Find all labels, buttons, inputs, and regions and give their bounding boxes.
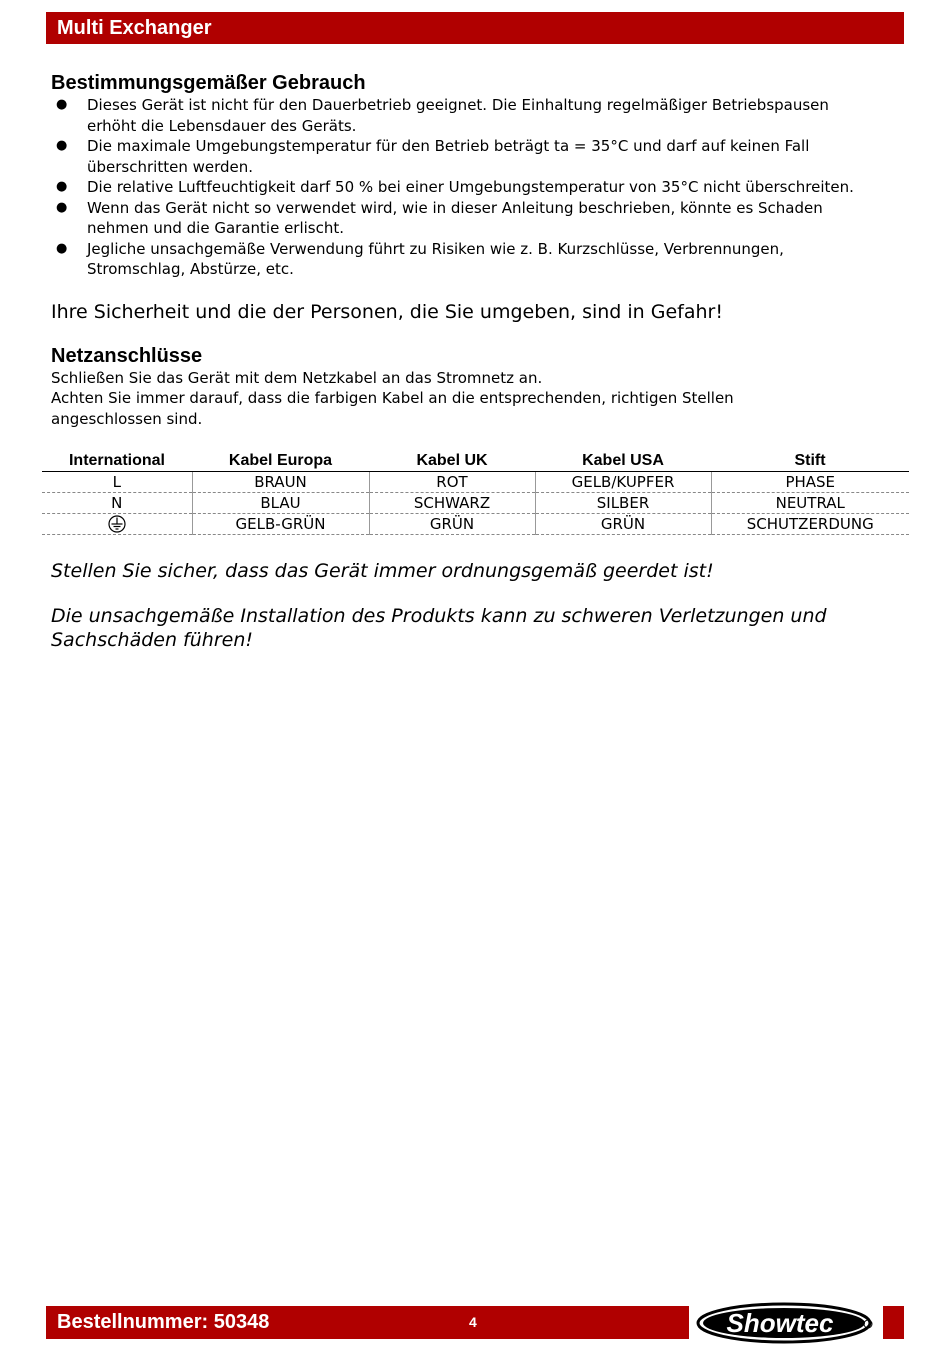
installation-warning-line: Die unsachgemäße Installation des Produkts kann zu schweren Verletzungen und bbox=[51, 605, 827, 627]
column-header: Kabel Europa bbox=[192, 451, 369, 472]
section-heading-intended-use: Bestimmungsgemäßer Gebrauch bbox=[51, 72, 366, 94]
list-item-text: erhöht die Lebensdauer des Geräts. bbox=[87, 116, 357, 135]
list-item bbox=[51, 239, 911, 280]
list-item-text: Stromschlag, Abstürze, etc. bbox=[87, 260, 294, 278]
list-item-text: Die maximale Umgebungstemperatur für den Betrieb beträgt ta = 35°C und darf auf keinen Fall bbox=[87, 137, 810, 155]
bullet-icon: ● bbox=[56, 240, 68, 256]
section-heading-power-connections: Netzanschlüsse bbox=[51, 344, 203, 367]
list-item-text: nehmen und die Garantie erlischt. bbox=[87, 219, 345, 237]
list-item-text: Dieses Gerät ist nicht für den Dauerbetrieb geeignet. Die Einhaltung regelmäßiger Betriebspausen bbox=[87, 96, 829, 114]
installation-warning-line: Sachschäden führen! bbox=[51, 629, 253, 651]
bullet-icon: ● bbox=[56, 199, 68, 215]
column-header: International bbox=[42, 451, 192, 472]
list-item-text: überschritten werden. bbox=[87, 157, 254, 176]
list-item bbox=[51, 95, 911, 136]
bullet-icon: ● bbox=[56, 179, 68, 194]
table-cell: L bbox=[42, 472, 192, 493]
table-cell: SCHWARZ bbox=[369, 493, 535, 514]
column-header: Kabel UK bbox=[369, 451, 535, 472]
table-cell: SILBER bbox=[535, 493, 711, 514]
table-cell: GRÜN bbox=[369, 514, 535, 535]
logo-text: Showtec bbox=[726, 1308, 834, 1338]
installation-warning bbox=[51, 604, 911, 652]
main-content bbox=[51, 71, 911, 429]
column-header: Stift bbox=[711, 451, 909, 472]
table-row bbox=[42, 514, 909, 535]
order-number: Bestellnummer: 50348 bbox=[57, 1311, 270, 1333]
header-bar bbox=[46, 12, 904, 44]
footer-bar-end bbox=[883, 1306, 904, 1339]
footer-bar bbox=[46, 1306, 689, 1339]
table-cell: BRAUN bbox=[192, 472, 369, 493]
page-number: 4 bbox=[469, 1314, 477, 1330]
list-item-text: Wenn das Gerät nicht so verwendet wird, wie in dieser Anleitung beschrieben, könnte es Schaden bbox=[87, 198, 823, 217]
table-cell: GRÜN bbox=[535, 514, 711, 535]
table-row bbox=[42, 472, 909, 493]
table-cell: BLAU bbox=[192, 493, 369, 514]
cable-table bbox=[42, 451, 909, 535]
table-cell: SCHUTZERDUNG bbox=[711, 514, 909, 535]
table-cell: ROT bbox=[369, 472, 535, 493]
warnings-block bbox=[51, 559, 911, 652]
table-cell: NEUTRAL bbox=[711, 493, 909, 514]
list-item bbox=[51, 198, 911, 239]
table-cell: PHASE bbox=[711, 472, 909, 493]
power-instruction-line: Achten Sie immer darauf, dass die farbigen Kabel an die entsprechenden, richtigen Stellen bbox=[51, 389, 734, 407]
table-row bbox=[42, 493, 909, 514]
intended-use-list bbox=[51, 95, 911, 280]
bullet-icon: ● bbox=[56, 97, 68, 112]
table-header-row bbox=[42, 451, 909, 472]
table-cell bbox=[42, 514, 192, 535]
table-cell: N bbox=[42, 493, 192, 514]
power-instruction bbox=[51, 368, 911, 430]
power-instruction-line: angeschlossen sind. bbox=[51, 409, 203, 428]
earth-ground-icon bbox=[108, 515, 126, 533]
bullet-icon: ● bbox=[56, 138, 68, 153]
list-item bbox=[51, 136, 911, 177]
safety-warning: Ihre Sicherheit und die der Personen, die Sie umgeben, sind in Gefahr! bbox=[51, 300, 723, 323]
list-item-text: Die relative Luftfeuchtigkeit darf 50 % bei einer Umgebungstemperatur von 35°C nicht überschreiten. bbox=[87, 178, 854, 196]
table-cell: GELB/KUPFER bbox=[535, 472, 711, 493]
grounding-warning: Stellen Sie sicher, dass das Gerät immer ordnungsgemäß geerdet ist! bbox=[51, 560, 714, 582]
table-cell: GELB-GRÜN bbox=[192, 514, 369, 535]
showtec-logo bbox=[696, 1302, 878, 1344]
column-header: Kabel USA bbox=[535, 451, 711, 472]
power-instruction-line: Schließen Sie das Gerät mit dem Netzkabel an das Stromnetz an. bbox=[51, 368, 543, 387]
list-item bbox=[51, 177, 911, 198]
list-item-text: Jegliche unsachgemäße Verwendung führt zu Risiken wie z. B. Kurzschlüsse, Verbrennungen, bbox=[87, 239, 784, 258]
document-title: Multi Exchanger bbox=[57, 17, 212, 39]
